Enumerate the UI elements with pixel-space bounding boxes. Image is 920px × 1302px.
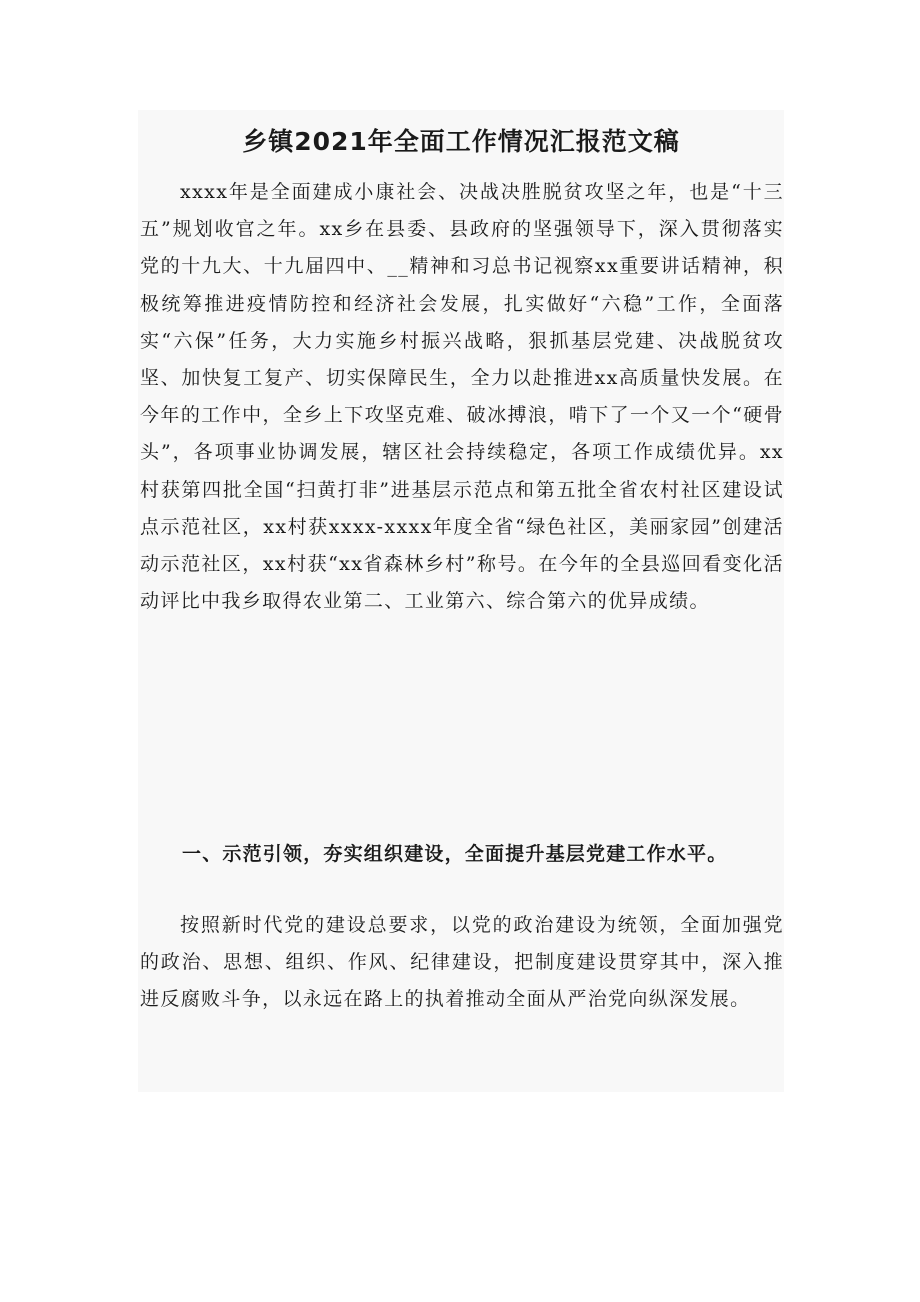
section-paragraph: 按照新时代党的建设总要求，以党的政治建设为统领，全面加强党的政治、思想、组织、作风、纪律建设，把制度建设贯穿其中，深入推进反腐败斗争，以永远在路上的执着推动全面从严治党向纵深发展。 — [140, 914, 784, 1011]
document-page — [138, 110, 784, 1092]
section-heading: 一、示范引领，夯实组织建设，全面提升基层党建工作水平。 — [182, 843, 728, 865]
document-title: 乡镇2021年全面工作情况汇报范文稿 — [242, 127, 680, 156]
intro-paragraph: xxxx年是全面建成小康社会、决战决胜脱贫攻坚之年，也是“十三五”规划收官之年。xx乡在县委、县政府的坚强领导下，深入贯彻落实党的十九大、十九届四中、__精神和习总书记视察xx重要讲话精神，积极统筹推进疫情防控和经济社会发展，扎实做好“六稳”工作，全面落实“六保”任务，大力实施乡村振兴战略，狠抓基层党建、决战脱贫攻坚、加快复工复产、切实保障民生，全力以赴推进xx高质量快发展。在今年的工作中，全乡上下攻坚克难、破冰搏浪，啃下了一个又一个“硬骨头”，各项事业协调发展，辖区社会持续稳定，各项工作成绩优异。xx村获第四批全国“扫黄打非”进基层示范点和第五批全省农村社区建设试点示范社区，xx村获xxxx-xxxx年度全省“绿色社区，美丽家园”创建活动示范社区，xx村获“xx省森林乡村”称号。在今年的全县巡回看变化活动评比中我乡取得农业第二、工业第六、综合第六的优异成绩。 — [140, 181, 784, 613]
